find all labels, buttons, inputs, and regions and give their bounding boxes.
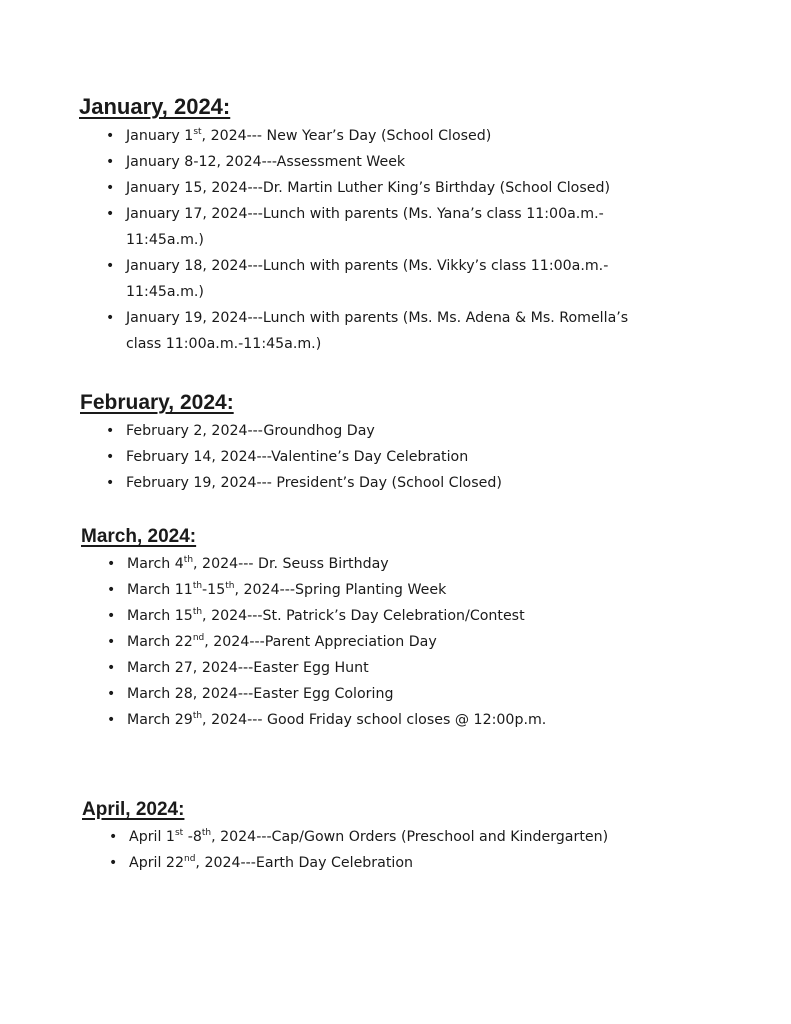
list-item: • March 4th, 2024--- Dr. Seuss Birthday (107, 551, 546, 577)
bullet-icon: • (106, 180, 115, 196)
bullet-icon: • (106, 423, 115, 439)
bullet-icon: • (107, 660, 116, 676)
bullet-icon: • (107, 634, 116, 650)
list-item: • January 1st, 2024--- New Year’s Day (School Closed) (106, 123, 628, 149)
list-item: • April 22nd, 2024---Earth Day Celebration (109, 850, 608, 876)
section-heading: January, 2024: (79, 94, 231, 119)
bullet-icon: • (106, 206, 115, 222)
section-heading: April, 2024: (82, 799, 185, 820)
event-list (106, 418, 502, 496)
list-item: • January 15, 2024---Dr. Martin Luther King’s Birthday (School Closed) (106, 175, 628, 201)
bullet-icon: • (107, 686, 116, 702)
list-item: • March 27, 2024---Easter Egg Hunt (107, 655, 546, 681)
section-april (82, 797, 608, 876)
bullet-icon: • (107, 556, 116, 572)
list-item: • January 17, 2024---Lunch with parents (Ms. Yana’s class 11:00a.m.- 11:45a.m.) (106, 201, 628, 253)
bullet-icon: • (106, 258, 115, 274)
list-item: • January 18, 2024---Lunch with parents (Ms. Vikky’s class 11:00a.m.- 11:45a.m.) (106, 253, 628, 305)
bullet-icon: • (107, 712, 116, 728)
section-march (81, 524, 546, 733)
list-item: • March 11th-15th, 2024---Spring Planting Week (107, 577, 546, 603)
bullet-icon: • (106, 154, 115, 170)
bullet-icon: • (107, 582, 116, 598)
event-list (107, 551, 546, 733)
event-list (106, 123, 628, 357)
list-item: • January 19, 2024---Lunch with parents (Ms. Ms. Adena & Ms. Romella’s class 11:00a.m.-11:45a.m.) (106, 305, 628, 357)
section-february (80, 389, 502, 496)
list-item: • April 1st -8th, 2024---Cap/Gown Orders (Preschool and Kindergarten) (109, 824, 608, 850)
event-list (109, 824, 608, 876)
bullet-icon: • (109, 855, 118, 871)
list-item: • March 28, 2024---Easter Egg Coloring (107, 681, 546, 707)
list-item: • March 15th, 2024---St. Patrick’s Day Celebration/Contest (107, 603, 546, 629)
section-heading: March, 2024: (81, 526, 197, 547)
list-item: • March 22nd, 2024---Parent Appreciation Day (107, 629, 546, 655)
bullet-icon: • (109, 829, 118, 845)
list-item: • February 14, 2024---Valentine’s Day Celebration (106, 444, 502, 470)
list-item: • February 19, 2024--- President’s Day (School Closed) (106, 470, 502, 496)
bullet-icon: • (106, 128, 115, 144)
bullet-icon: • (106, 475, 115, 491)
list-item: • January 8-12, 2024---Assessment Week (106, 149, 628, 175)
list-item: • March 29th, 2024--- Good Friday school closes @ 12:00p.m. (107, 707, 546, 733)
bullet-icon: • (106, 310, 115, 326)
list-item: • February 2, 2024---Groundhog Day (106, 418, 502, 444)
bullet-icon: • (106, 449, 115, 465)
section-heading: February, 2024: (80, 391, 234, 414)
section-january (79, 93, 628, 357)
bullet-icon: • (107, 608, 116, 624)
